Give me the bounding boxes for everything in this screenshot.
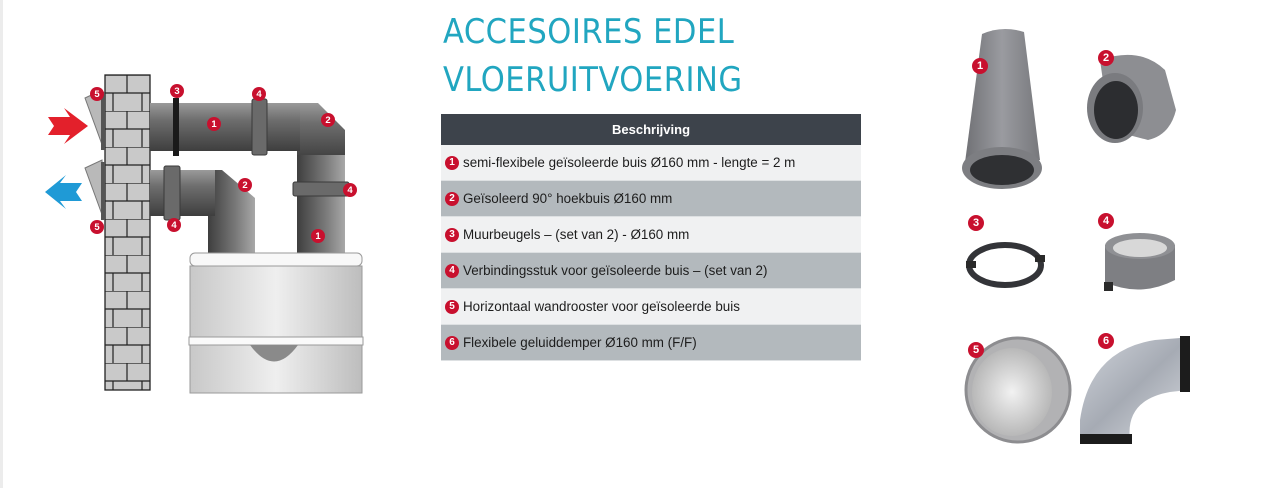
photo-wall-bracket xyxy=(966,245,1045,285)
supply-arrow-icon xyxy=(48,108,88,144)
photo-connector xyxy=(1104,233,1175,291)
diagram-label-5-bottom: 5 xyxy=(90,220,104,234)
diagram-label-4-top: 4 xyxy=(252,87,266,101)
photo-badge-4: 4 xyxy=(1098,213,1114,229)
diagram-illustration xyxy=(0,0,430,488)
table-header: Beschrijving xyxy=(441,114,861,145)
table-row xyxy=(441,253,861,289)
number-badge: 1 xyxy=(445,156,459,170)
number-badge: 4 xyxy=(445,264,459,278)
product-photos xyxy=(940,20,1200,460)
table-row xyxy=(441,181,861,217)
photo-badge-2: 2 xyxy=(1098,50,1114,66)
page-title xyxy=(443,8,743,104)
photo-badge-1: 1 xyxy=(972,58,988,74)
table-row xyxy=(441,145,861,181)
photo-badge-3: 3 xyxy=(968,215,984,231)
table-row xyxy=(441,289,861,325)
row-text: Muurbeugels – (set van 2) - Ø160 mm xyxy=(463,227,690,242)
row-text: Verbindingsstuk voor geïsoleerde buis – (set van 2) xyxy=(463,263,768,278)
product-illustrations xyxy=(940,20,1200,460)
photo-insulated-pipe xyxy=(962,29,1042,189)
diagram-label-1-top: 1 xyxy=(207,117,221,131)
title-line-1: ACCESOIRES EDEL xyxy=(443,12,735,52)
table-row xyxy=(441,217,861,253)
row-text: Flexibele geluiddemper Ø160 mm (F/F) xyxy=(463,335,697,350)
photo-flexible-silencer xyxy=(1080,336,1190,444)
diagram-label-4-right: 4 xyxy=(343,183,357,197)
row-text: Horizontaal wandrooster voor geïsoleerde buis xyxy=(463,299,740,314)
number-badge: 5 xyxy=(445,300,459,314)
photo-badge-6: 6 xyxy=(1098,333,1114,349)
accessories-table xyxy=(441,114,861,361)
photo-elbow xyxy=(1087,55,1176,143)
number-badge: 6 xyxy=(445,336,459,350)
photo-badge-5: 5 xyxy=(968,342,984,358)
diagram-label-2-lower: 2 xyxy=(238,178,252,192)
exhaust-arrow-icon xyxy=(45,175,82,209)
diagram-label-3: 3 xyxy=(170,84,184,98)
row-text: Geïsoleerd 90° hoekbuis Ø160 mm xyxy=(463,191,673,206)
row-text: semi-flexibele geïsoleerde buis Ø160 mm - lengte = 2 m xyxy=(463,155,796,170)
diagram-label-2-top: 2 xyxy=(321,113,335,127)
title-line-2: VLOERUITVOERING xyxy=(443,60,743,100)
number-badge: 2 xyxy=(445,192,459,206)
installation-diagram xyxy=(0,0,430,488)
diagram-label-1-right: 1 xyxy=(311,229,325,243)
table-row xyxy=(441,325,861,361)
number-badge: 3 xyxy=(445,228,459,242)
diagram-label-5-top: 5 xyxy=(90,87,104,101)
diagram-label-4-lower: 4 xyxy=(167,218,181,232)
